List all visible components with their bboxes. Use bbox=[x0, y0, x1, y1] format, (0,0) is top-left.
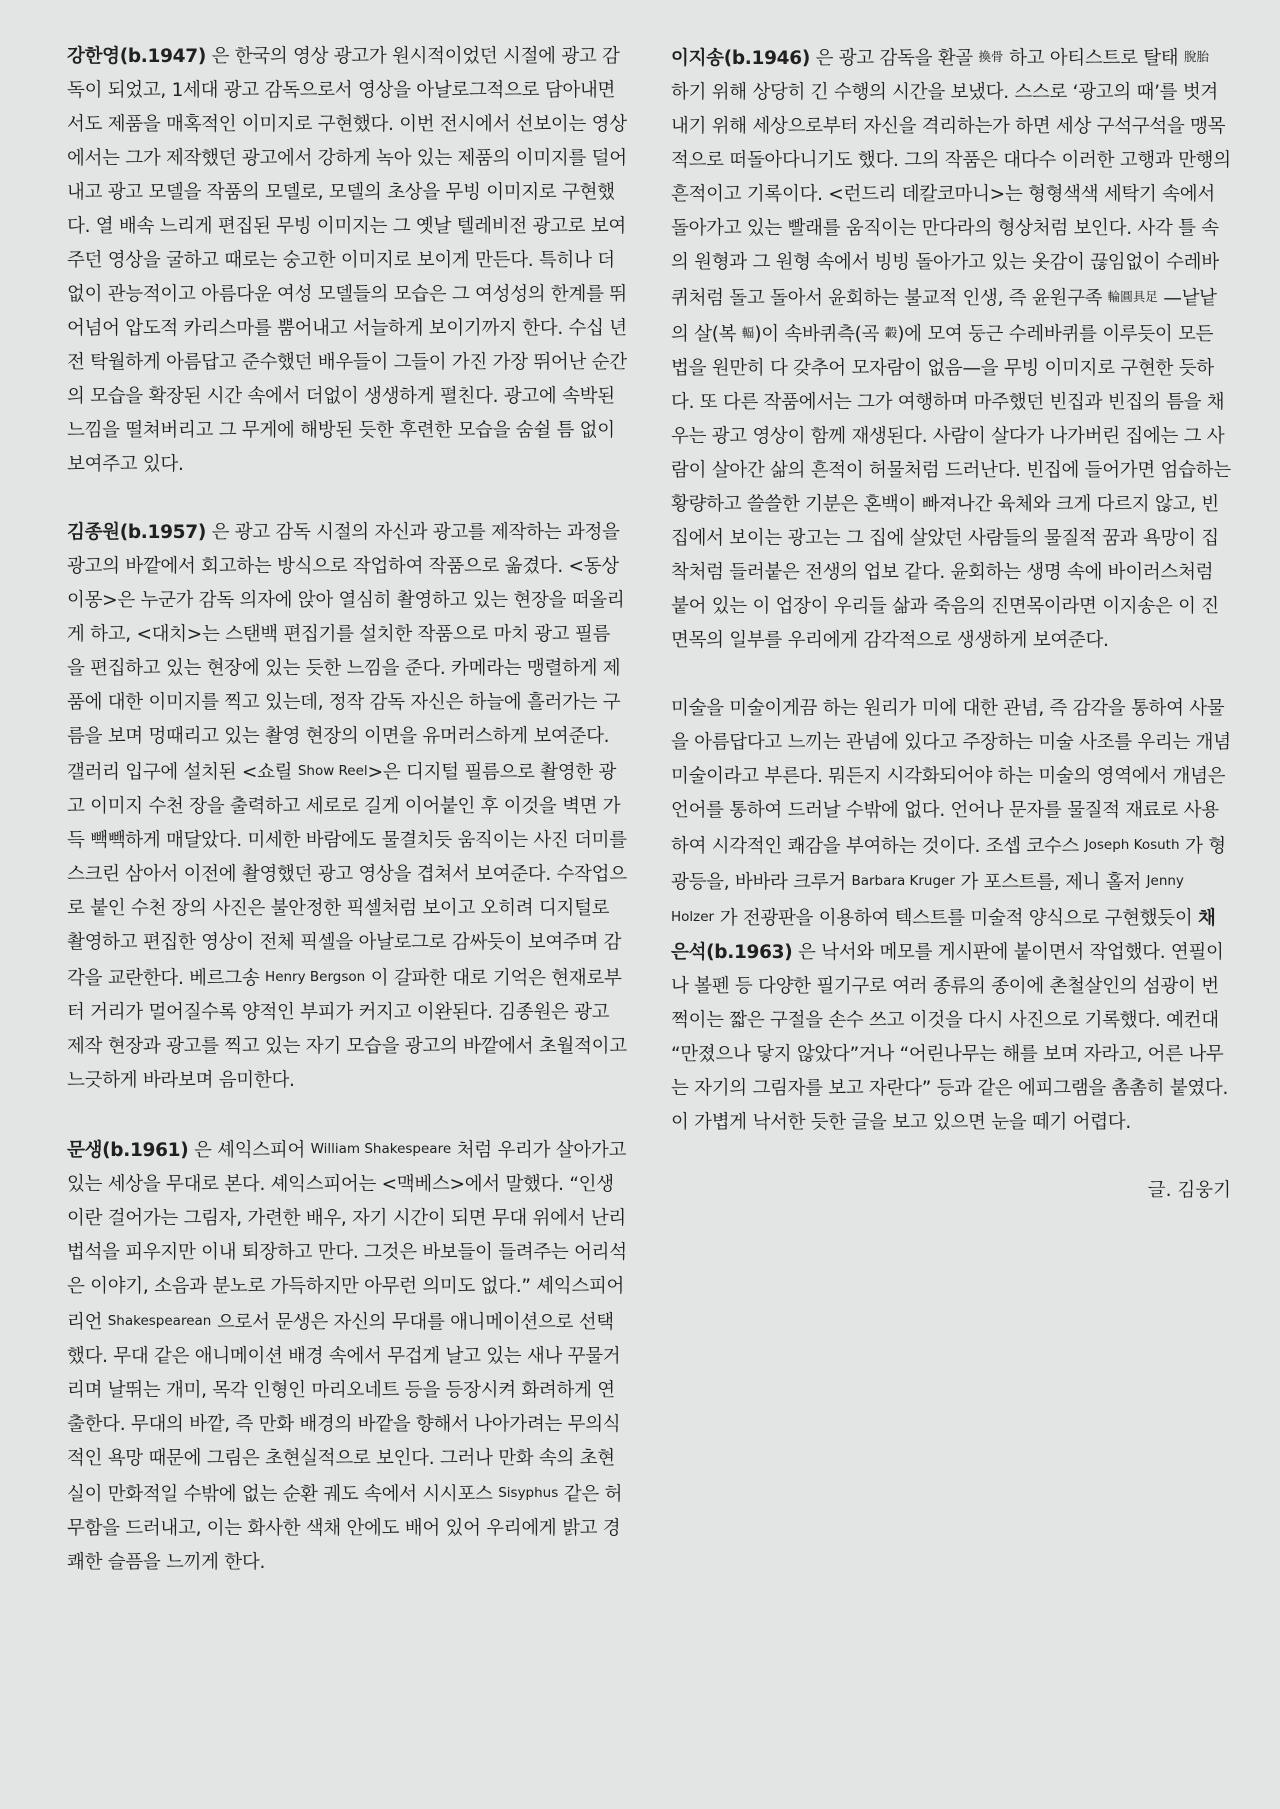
paragraph-text: 이 갈파한 대로 기억은 현재로부터 거리가 멀어질수록 양적인 부피가 커지고 이완된다. 김종원은 광고 제작 현장과 광고를 찍고 있는 자기 모습을 광고의 바깥에서 초월적이고 느긋하게 바라보며 음미한다. bbox=[67, 968, 627, 1091]
paragraph-text: 하기 위해 상당히 긴 수행의 시간을 보냈다. 스스로 ‘광고의 때’를 벗겨내기 위해 세상으로부터 자신을 격리하는가 하면 세상 구석구석을 맹목적으로 떠돌아다니기도 했다. 그의 작품은 대다수 이러한 고행과 만행의 흔적이고 기록이다. <런드리 데칼코마니>는 형형색색 세탁기 속에서 돌아가고 있는 빨래를 움직이는 만다라의 형상처럼 보인다. 사각 틀 속의 원형과 그 원형 속에서 빙빙 돌아가고 있는 옷감이 끊임없이 수레바퀴처럼 돌고 돌아서 윤회하는 불교적 인생, 즉 윤원구족 bbox=[671, 82, 1231, 309]
paragraph-text: 은 광고 감독 시절의 자신과 광고를 제작하는 과정을 광고의 바깥에서 회고하는 방식으로 작업하여 작품으로 옮겼다. <동상이몽>은 누군가 감독 의자에 앉아 열심히 촬영하고 있는 현장을 떠올리게 하고, <대치>는 스탠백 편집기를 설치한 작품으로 마치 광고 필름을 편집하고 있는 현장에 있는 듯한 느낌을 준다. 카메라는 맹렬하게 제품에 대한 이미지를 찍고 있는데, 정작 감독 자신은 하늘에 흘러가는 구름을 보며 멍때리고 있는 촬영 현장의 이면을 유머러스하게 보여준다. 갤러리 입구에 설치된 <쇼릴 bbox=[67, 522, 625, 783]
paragraph-text: )에 모여 둥근 수레바퀴를 이루듯이 모든 법을 원만히 다 갖추어 모자람이 없음—을 무빙 이미지로 구현한 듯하다. 또 다른 작품에서는 그가 여행하며 마주했던 빈집과 빈집의 틈을 채우는 광고 영상이 함께 재생된다. 사람이 살다가 나가버린 집에는 그 사람이 살아간 삶의 흔적이 허물처럼 드러난다. 빈집에 들어가면 엄습하는 황량하고 쓸쓸한 기분은 혼백이 빠져나간 육체와 크게 다르지 않고, 빈집에서 보이는 광고는 그 집에 살았던 사람들의 물질적 꿈과 욕망이 집착처럼 들러붙은 전생의 업보 같다. 윤회하는 생명 속에 바이러스처럼 붙어 있는 이 업장이 우리들 삶과 죽음의 진면목이라면 이지송은 이 진면목의 일부를 우리에게 감각적으로 생생하게 보여준다. bbox=[671, 324, 1231, 651]
hanja-term: 脫胎 bbox=[1183, 49, 1209, 64]
hanja-term: 輻 bbox=[741, 325, 755, 340]
hanja-term: 轂 bbox=[884, 325, 898, 340]
english-term-shakespearean: Shakespearean bbox=[107, 1313, 212, 1329]
paragraph-text: 은 셰익스피어 bbox=[188, 1140, 311, 1161]
paragraph-gap bbox=[671, 1140, 1231, 1174]
paragraph-text: )이 속바퀴측(곡 bbox=[754, 324, 885, 345]
paragraph-text: 은 한국의 영상 광고가 원시적이었던 시절에 광고 감독이 되었고, 1세대 광고 감독으로서 영상을 아날로그적으로 담아내면서도 제품을 매혹적인 이미지로 구현했다. 이번 전시에서 선보이는 영상에서는 그가 제작했던 광고에서 강하게 녹아 있는 제품의 이미지를 덜어내고 광고 모델을 작품의 모델로, 모델의 초상을 무빙 이미지로 구현했다. 열 배속 느리게 편집된 무빙 이미지는 그 옛날 텔레비전 광고로 보여주던 영상을 굴하고 때로는 숭고한 이미지로 보이게 만든다. 특히나 더없이 관능적이고 아름다운 여성 모델들의 모습은 그 여성성의 한계를 뛰어넘어 압도적 카리스마를 뿜어내고 서늘하게 보이기까지 한다. 수십 년 전 탁월하게 아름답고 준수했던 배우들이 그들이 가진 가장 뛰어난 순간의 모습을 확장된 시간 속에서 더없이 생생하게 펼친다. 광고에 속박된 느낌을 떨쳐버리고 그 무게에 해방된 듯한 후련한 모습을 숨쉴 틈 없이 보여주고 있다. bbox=[67, 46, 627, 475]
paragraph-text: 처럼 우리가 살아가고 있는 세상을 무대로 본다. 셰익스피어는 <맥베스>에서 말했다. “인생이란 걸어가는 그림자, 가련한 배우, 자기 시간이 되면 무대 위에서 난리법석을 피우지만 이내 퇴장하고 만다. 그것은 바보들이 들려주는 어리석은 이야기, 소음과 분노로 가득하지만 아무런 의미도 없다.” 셰익스피어리언 bbox=[67, 1140, 627, 1333]
paragraph-gap bbox=[67, 482, 627, 516]
right-column bbox=[671, 40, 1231, 1208]
paragraph-text: 하고 아티스트로 탈태 bbox=[1003, 48, 1184, 69]
paragraph-text: 은 낙서와 메모를 게시판에 붙이면서 작업했다. 연필이나 볼펜 등 다양한 필기구로 여러 종류의 종이에 촌철살인의 섬광이 번쩍이는 짧은 구절을 손수 쓰고 이것을 다시 사진으로 기록했다. 예컨대 “만졌으나 닿지 않았다”거나 “어린나무는 해를 보며 자라고, 어른 나무는 자기의 그림자를 보고 자란다” 등과 같은 에피그램을 촘촘히 붙였다. 이 가볍게 낙서한 듯한 글을 보고 있으면 눈을 떼기 어렵다. bbox=[671, 942, 1229, 1133]
paragraph-text: —낱낱의 살(복 bbox=[671, 288, 1217, 345]
artist-name-moonsaeng: 문생(b.1961) bbox=[67, 1140, 189, 1161]
artist-name-chae-eunseok: 채은석(b.1963) bbox=[671, 908, 1216, 963]
paragraph-kim-jongwon bbox=[67, 516, 627, 1098]
paragraph-conceptual-art bbox=[671, 692, 1231, 1140]
paragraph-text: 가 전광판을 이용하여 텍스트를 미술적 양식으로 구현했듯이 bbox=[714, 908, 1199, 929]
english-term-sisyphus: Sisyphus bbox=[498, 1485, 559, 1501]
artist-name-kang-hanyoung: 강한영(b.1947) bbox=[67, 46, 206, 67]
paragraph-text: 으로서 문생은 자신의 무대를 애니메이션으로 선택했다. 무대 같은 애니메이션 배경 속에서 무겁게 날고 있는 새나 꾸물거리며 날뛰는 개미, 목각 인형인 마리오네트 등을 등장시켜 화려하게 연출한다. 무대의 바깥, 즉 만화 배경의 바깥을 향해서 나아가려는 무의식적인 욕망 때문에 그림은 초현실적으로 보인다. 그러나 만화 속의 초현실이 만화적일 수밖에 없는 순환 궤도 속에서 시시포스 bbox=[67, 1312, 621, 1505]
english-term-show-reel: Show Reel bbox=[297, 763, 368, 779]
author-credit: 글. 김웅기 bbox=[1147, 1180, 1231, 1201]
paragraph-lee-jisong bbox=[671, 40, 1231, 658]
paragraph-text: 은 광고 감독을 환골 bbox=[809, 48, 979, 69]
english-term-jenny-holzer: Jenny Holzer bbox=[671, 873, 1184, 925]
english-term-henry-bergson: Henry Bergson bbox=[265, 969, 366, 985]
paragraph-gap bbox=[67, 1098, 627, 1132]
artist-name-kim-jongwon: 김종원(b.1957) bbox=[67, 522, 206, 543]
artist-name-lee-jisong: 이지송(b.1946) bbox=[671, 48, 810, 69]
paragraph-text: 가 형광등을, 바바라 크루거 bbox=[671, 836, 1226, 893]
english-term-joseph-kosuth: Joseph Kosuth bbox=[1084, 837, 1180, 853]
english-term-barbara-kruger: Barbara Kruger bbox=[851, 873, 955, 889]
paragraph-moonsaeng bbox=[67, 1132, 627, 1580]
english-term-shakespeare: William Shakespeare bbox=[310, 1141, 452, 1157]
paragraph-kang-hanyoung bbox=[67, 40, 627, 482]
left-column bbox=[67, 40, 627, 1580]
paragraph-text: 같은 허무함을 드러내고, 이는 화사한 색채 안에도 배어 있어 우리에게 밝고 경쾌한 슬픔을 느끼게 한다. bbox=[67, 1484, 623, 1573]
hanja-term: 換骨 bbox=[978, 49, 1004, 64]
paragraph-text: >은 디지털 필름으로 촬영한 광고 이미지 수천 장을 출력하고 세로로 길게 이어붙인 후 이것을 벽면 가득 빽빽하게 매달았다. 미세한 바람에도 물결치듯 움직이는 사진 더미를 스크린 삼아서 이전에 촬영했던 광고 영상을 겹쳐서 보여준다. 수작업으로 붙인 수천 장의 사진은 불안정한 픽셀처럼 보이고 오히려 디지털로 촬영하고 편집한 영상이 전체 픽셀을 아날로그로 감싸듯이 보여주며 감각을 교란한다. 베르그송 bbox=[67, 762, 627, 989]
paragraph-text: 가 포스트를, 제니 홀저 bbox=[954, 872, 1147, 893]
paragraph-text: 미술을 미술이게끔 하는 원리가 미에 대한 관념, 즉 감각을 통하여 사물을 아름답다고 느끼는 관념에 있다고 주장하는 미술 사조를 우리는 개념 미술이라고 부른다. 뭐든지 시각화되어야 하는 미술의 영역에서 개념은 언어를 통하여 드러날 수밖에 없다. 언어나 문자를 물질적 재료로 사용하여 시각적인 쾌감을 부여하는 것이다. 조셉 코수스 bbox=[671, 698, 1231, 857]
hanja-term: 輪圓具足 bbox=[1107, 289, 1158, 304]
paragraph-gap bbox=[671, 658, 1231, 692]
